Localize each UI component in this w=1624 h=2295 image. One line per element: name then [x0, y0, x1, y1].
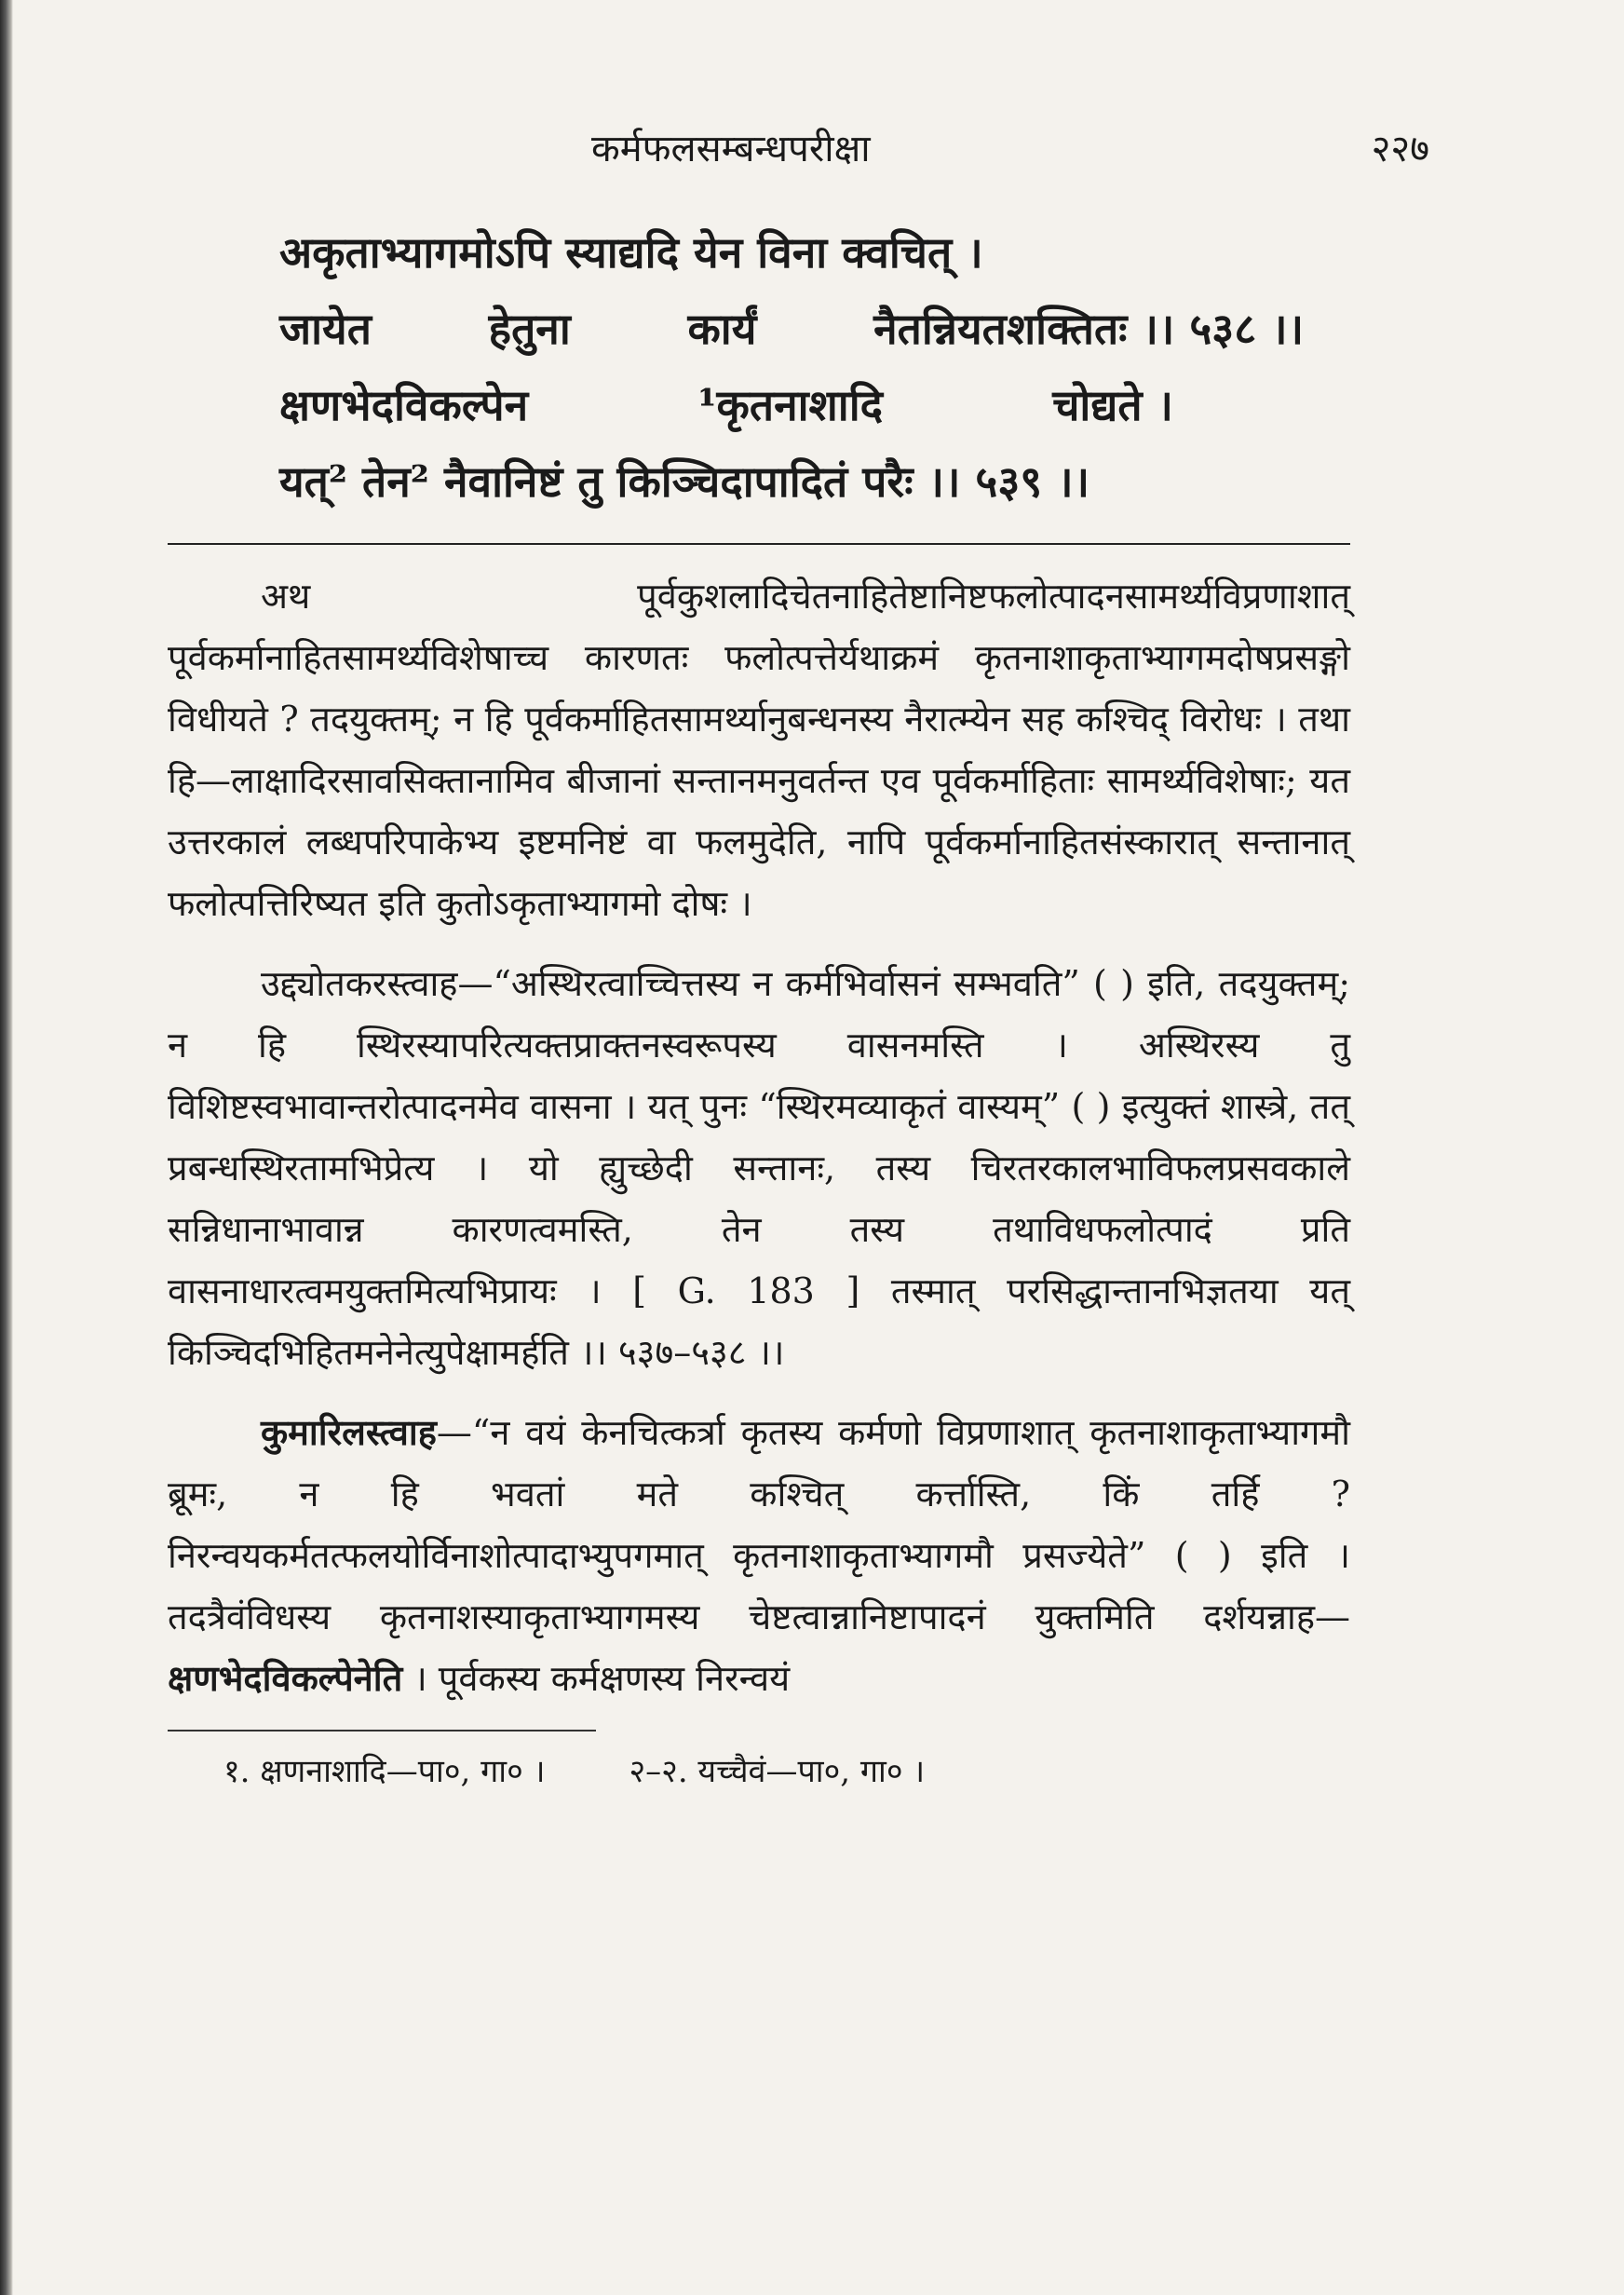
paragraph-text: अथ पूर्वकुशलादिचेतनाहितेष्टानिष्टफलोत्पादनसामर्थ्यविप्रणाशात् पूर्वकर्मानाहितसामर्थ्यविशेषाच्च कारणतः फलोत्पत्तेर्यथाक्रमं कृतनाशाकृताभ्यागमदोषप्रसङ्गो विधीयते ? तदयुक्तम्; न हि पूर्वकर्माहितसामर्थ्यानुबन्धनस्य नैरात्म्येन सह कश्चिद् विरोधः । तथा हि—लाक्षादिरसावसिक्तानामिव बीजानां सन्तानमनुवर्तन्त एव पूर्वकर्माहिताः सामर्थ्यविशेषाः; यत उत्तरकालं लब्धपरिपाकेभ्य इष्टमनिष्टं वा फलमुदेति, नापि पूर्वकर्मानाहितसंस्कारात् सन्तानात् फलोत्पत्तिरिष्यत इति कुतोऽकृताभ्यागमो दोषः ।	[168, 576, 1350, 924]
verse-segment: यत्² तेन² नैवानिष्टं तु किञ्चिदापादितं परैः ।। ५३९ ।।	[279, 456, 1090, 507]
commentary-paragraph-3	[168, 1402, 1350, 1709]
footnote-1: १. क्षणनाशादि—पा०, गा० ।	[223, 1753, 546, 1790]
verse-quote-term: क्षणभेदविकल्पेनेति	[168, 1657, 403, 1699]
page-number: २२७	[1371, 128, 1429, 170]
running-title: कर्मफलसम्बन्धपरीक्षा	[591, 128, 871, 170]
commentary-paragraph-1	[168, 565, 1350, 934]
page	[168, 112, 1429, 1791]
verse-segment: अकृताभ्यागमोऽपि स्याद्यदि येन विना क्वचित् ।	[279, 227, 983, 278]
binding-edge	[0, 0, 13, 2295]
verse-segment: चोद्यते ।	[1052, 380, 1173, 430]
footnote-divider	[168, 1730, 596, 1731]
verse-line-1	[279, 214, 1304, 291]
verse-commentary-divider	[168, 543, 1350, 545]
verse-block	[279, 214, 1304, 520]
verse-segment: क्षणभेदविकल्पेन	[279, 380, 529, 430]
footnote-2: २–२. यच्चैवं—पा०, गा० ।	[629, 1753, 926, 1790]
commentary	[168, 565, 1350, 1709]
verse-segment: जायेत	[279, 304, 372, 354]
paragraph-text: उद्द्योतकरस्त्वाह—“अस्थिरत्वाच्चित्तस्य न कर्मभिर्वासनं सम्भवति” ( ) इति, तदयुक्तम्; न हि स्थिरस्यापरित्यक्तप्राक्तनस्वरूपस्य वासनमस्ति । अस्थिरस्य तु विशिष्टस्वभावान्तरोत्पादनमेव वासना । यत् पुनः “स्थिरमव्याकृतं वास्यम्” ( ) इत्युक्तं शास्त्रे, तत् प्रबन्धस्थिरतामभिप्रेत्य । यो ह्युच्छेदी सन्तानः, तस्य चिरतरकालभाविफलप्रसवकाले सन्निधानाभावान्न कारणत्वमस्ति, तेन तस्य तथाविधफलोत्पादं प्रति वासनाधारत्वमयुक्तमित्यभिप्रायः । [ G. 183 ] तस्मात् परसिद्धान्तानभिज्ञतया यत् किञ्चिदभिहितमनेनेत्युपेक्षामर्हति ।। ५३७–५३८ ।।	[168, 963, 1350, 1373]
verse-line-3	[279, 367, 1173, 443]
verse-line-4	[279, 443, 1304, 520]
running-head	[182, 112, 1429, 177]
paragraph-text: । पूर्वकस्य कर्मक्षणस्य निरन्वयं	[402, 1658, 791, 1699]
verse-segment: हेतुना	[488, 304, 571, 354]
verse-segment: ¹कृतनाशादि	[697, 380, 884, 430]
commentary-paragraph-2	[168, 953, 1350, 1383]
footnotes	[223, 1748, 1392, 1791]
verse-segment: नैतन्नियतशक्तितः ।। ५३८ ।।	[873, 304, 1304, 354]
paragraph-text: —“न वयं केनचित्कर्त्रा कृतस्य कर्मणो विप्रणाशात् कृतनाशाकृताभ्यागमौ ब्रूमः, न हि भवतां मते कश्चित् कर्त्तास्ति, किं तर्हि ? निरन्वयकर्मतत्फलयोर्विनाशोत्पादाभ्युपगमात् कृतनाशाकृताभ्यागमौ प्रसज्येते” ( ) इति । तदत्रैवंविधस्य कृतनाशस्याकृताभ्यागमस्य चेष्टत्वान्नानिष्टापादनं युक्तमिति दर्शयन्नाह—	[168, 1412, 1350, 1637]
author-name-kumarila: कुमारिलस्त्वाह	[261, 1411, 437, 1453]
verse-segment: कार्यं	[687, 304, 757, 354]
verse-line-2	[279, 291, 1304, 367]
